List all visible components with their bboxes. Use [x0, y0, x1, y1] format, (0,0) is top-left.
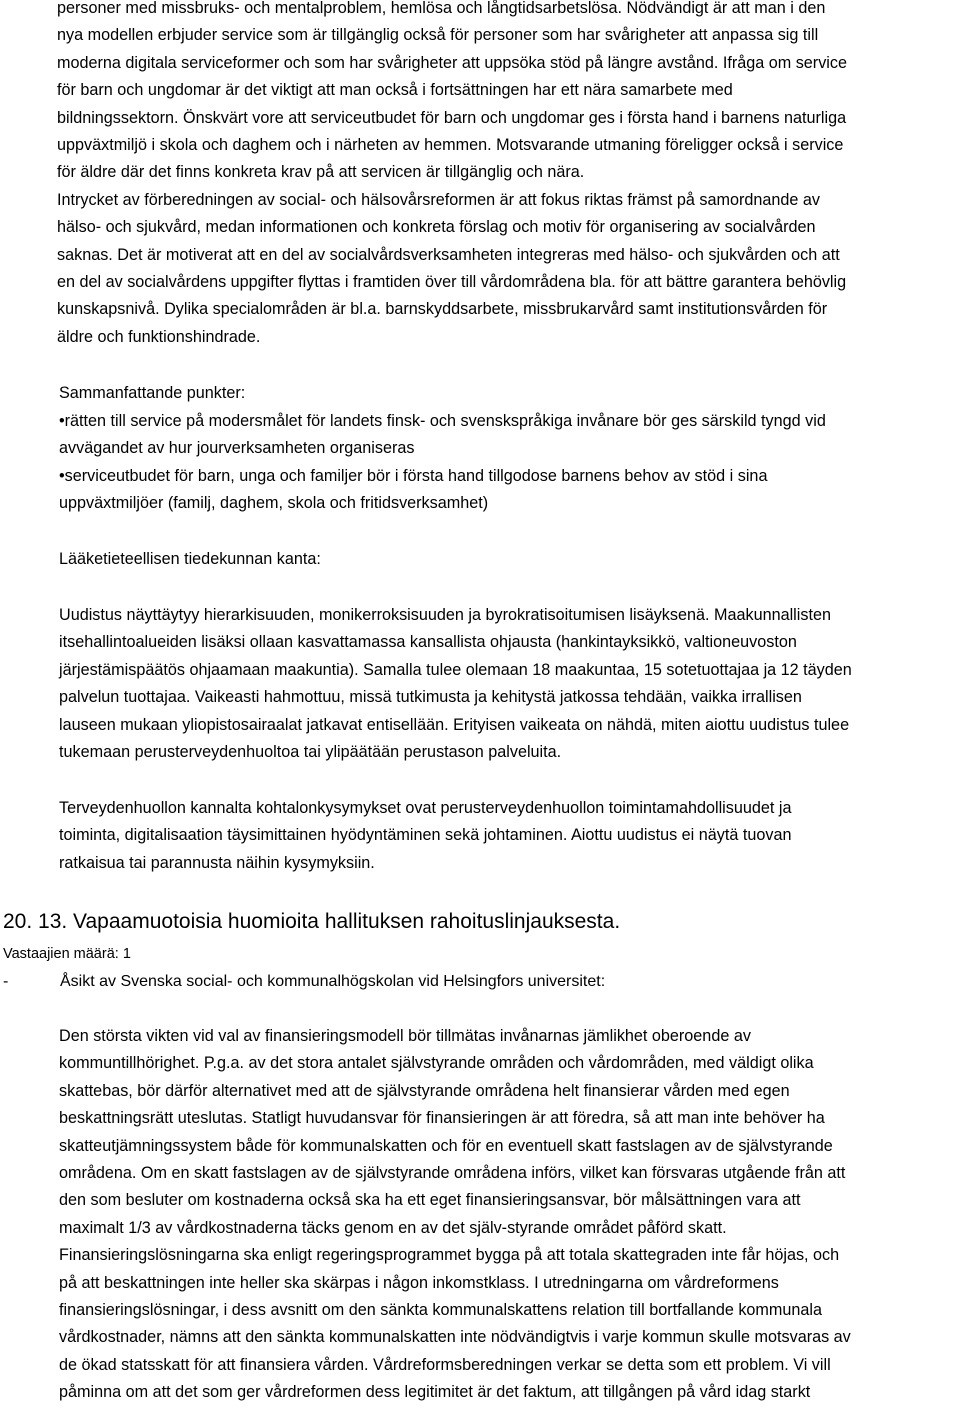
- faculty-paragraph-2: Terveydenhuollon kannalta kohtalonkysymykset ovat perusterveydenhuollon toimintamahdollisuudet ja toiminta, digitalisaation täysimittainen hyödyntäminen sekä johtaminen. Aiottu uudistus ei näytä tuovan ratkaisua tai parannusta näihin kysymyksiin.: [59, 799, 792, 872]
- faculty-heading: Lääketieteellisen tiedekunnan kanta:: [59, 550, 321, 568]
- opinion-body: Den största vikten vid val av finansieringsmodell bör tillmätas invånarnas jämlikhet oberoende av kommuntillhörighet. P.g.a. av det stora antalet självstyrande områden och vårdområden, med väldigt olika skattebas, bör därför alternativet med att de självstyrande områdena helt finansierar vården med egen beskattningsrätt uteslutas. Statligt huvudansvar för finansieringen är att föredra, så att man inte behöver ha skatteutjämningssystem både för kommunalskatten och för en eventuell skatt fastslagen av de självstyrande områdena. Om en skatt fastslagen av de självstyrande områdena införs, vilket kan försvaras utgående från att den som besluter om kostnaderna också ska ha ett eget finansieringsansvar, bör målsättningen vara att maximalt 1/3 av vårdkostnaderna täcks genom en av det själv-styrande området påförd skatt. Finansieringslösningarna ska enligt regeringsprogrammet bygga på att totala skattegraden inte får höjas, och på att beskattningen inte heller ska skärpas i någon inkomstklass. I utredningarna om vårdreformens finansieringslösningar, i dess avsnitt om den sänkta kommunalskattens relation till bortfallande kommunala vårdkostnader, nämns att den sänkta kommunalskatten inte nödvändigtvis i varje kommun skulle motsvaras av de ökad statsskatt för att finansiera vården. Vårdreformsberedningen verkar se detta som ett problem. Vi vill påminna om att det som ger vårdreformen dess legitimitet är det faktum, att tillgången på vård idag starkt: [59, 1027, 851, 1402]
- list-dash: -: [3, 973, 9, 990]
- section-heading: 20. 13. Vapaamuotoisia huomioita hallituksen rahoituslinjauksesta.: [3, 910, 621, 933]
- respondent-count: Vastaajien määrä: 1: [3, 946, 131, 962]
- opinion-author: Åsikt av Svenska social- och kommunalhögskolan vid Helsingfors universitet:: [60, 973, 606, 990]
- faculty-paragraph-1: Uudistus näyttäytyy hierarkisuuden, monikerroksisuuden ja byrokratisoitumisen lisäyksenä. Maakunnallisten itsehallintoalueiden lisäksi ollaan kasvattamassa kansallista ohjausta (hankintayksikkö, valtioneuvoston järjestämispäätös ohjaamaan maakuntia). Samalla tulee olemaan 18 maakuntaa, 15 sotetuottajaa ja 12 täyden palvelun tuottajaa. Vaikeasti hahmottuu, missä tutkimusta ja kehitystä jatkossa tehdään, vaikka irrallisen lauseen mukaan yliopistosairaalat jatkavat entisellään. Erityisen vaikeata on nähdä, miten aiottu uudistus tulee tukemaan perusterveydenhuoltoa tai ylipäätään perustason palveluita.: [59, 606, 852, 762]
- summary-bullet-children: •serviceutbudet för barn, unga och familjer bör i första hand tillgodose barnens behov av stöd i sina uppväxtmiljöer (familj, daghem, skola och fritidsverksamhet): [59, 467, 768, 513]
- summary-heading: Sammanfattande punkter:: [59, 384, 246, 402]
- summary-bullet-language: •rätten till service på modersmålet för landets finsk- och svenskspråkiga invånare bör ges särskild tyngd vid avvägandet av hur jourverksamheten organiseras: [59, 412, 826, 458]
- intro-paragraph: personer med missbruks- och mentalproblem, hemlösa och långtidsarbetslösa. Nödvändigt är att man i den nya modellen erbjuder service som är tillgänglig också för personer som har svårigheter att anpassa sig till moderna digitala serviceformer och som har svårigheter att uppsöka stöd på längre avstånd. Ifråga om service för barn och ungdomar är det viktigt att man också i fortsättningen har ett nära samarbete med bildningssektorn. Önskvärt vore att serviceutbudet för barn och ungdomar ges i första hand i barnens naturliga uppväxtmiljö i skola och daghem och i närheten av hemmen. Motsvarande utmaning föreligger också i service för äldre där det finns konkreta krav på att servicen är tillgänglig och nära. Intrycket av förberedningen av social- och hälsovårsreformen är att fokus riktas främst på samordnande av hälso- och sjukvård, medan informationen och konkreta förslag och motiv för organisering av socialvården saknas. Det är motiverat att en del av socialvårdsverksamheten integreras med hälso- och sjukvården och att en del av socialvårdens uppgifter flyttas i framtiden över till vårdområdena bla. för att bättre garantera behövlig kunskapsnivå. Dylika specialområden är bl.a. barnskyddsarbete, missbrukarvård samt institutionsvården för äldre och funktionshindrade.: [57, 0, 847, 346]
